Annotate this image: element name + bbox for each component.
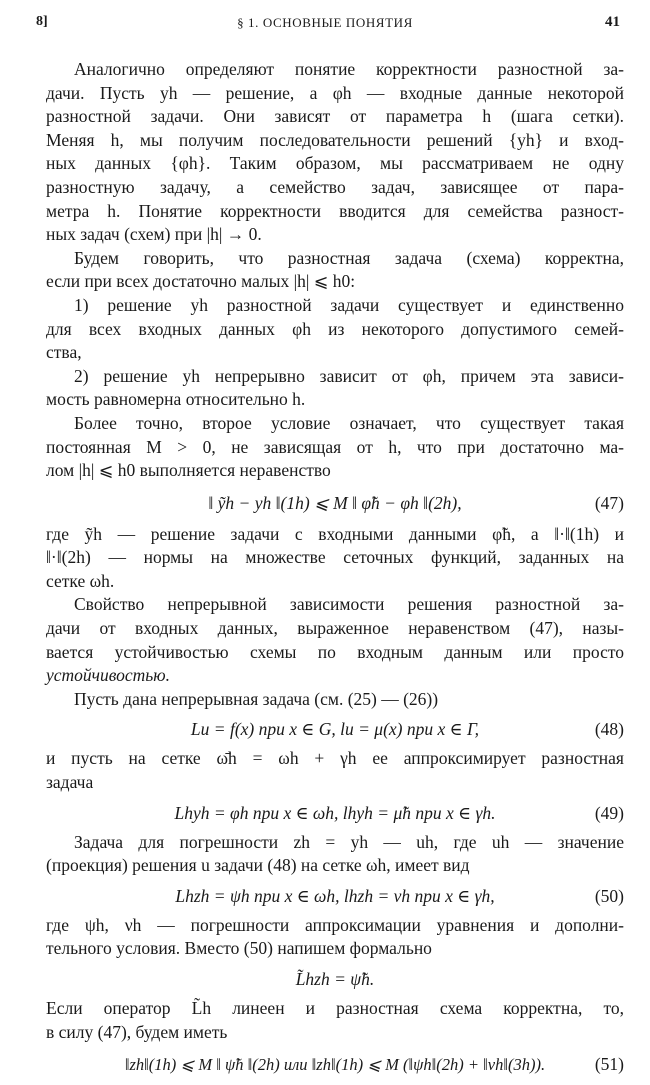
equation-formula: Lhyh = φh при x ∈ ωh, lhyh = μ̃h при x ∈ γh. xyxy=(174,802,496,823)
equation-formula: ‖ ỹh − yh ‖(1h) ⩽ M ‖ φ̃h − φh ‖(2h), xyxy=(208,492,462,513)
equation-formula: Lu = f(x) при x ∈ G, lu = μ(x) при x ∈ Γ, xyxy=(190,719,480,740)
text-line: устойчивостью. xyxy=(46,665,170,686)
running-header xyxy=(0,14,650,36)
equation-formal xyxy=(46,961,624,997)
text-line: разностной задачи. Они зависят от параметра h (шага сетки). xyxy=(46,106,624,127)
text-line: 2) решение yh непрерывно зависит от φh, причем эта зависи- xyxy=(74,365,624,386)
equation-formula: L̃hzh = ψ̃h. xyxy=(295,969,375,989)
text-line: задача xyxy=(46,772,94,793)
text-line: постоянная M > 0, не зависящая от h, что при достаточно ма- xyxy=(46,436,624,457)
text-line: вается устойчивостью схемы по входным данным или просто xyxy=(46,641,624,662)
page-number: 41 xyxy=(605,14,620,30)
text-line: ных данных {φh}. Таким образом, мы рассматриваем не одну xyxy=(46,153,624,174)
equation-47 xyxy=(46,483,624,523)
equation-number: (47) xyxy=(594,492,624,513)
page-body xyxy=(46,58,624,1084)
text-line: 1) решение yh разностной задачи существует и единственно xyxy=(74,294,624,315)
text-line: лом |h| ⩽ h0 выполняется неравенство xyxy=(46,460,331,481)
text-line: в силу (47), будем иметь xyxy=(46,1021,228,1042)
equation-51 xyxy=(46,1044,624,1084)
text-line: мость равномерна относительно h. xyxy=(46,389,306,410)
text-line: Пусть дана непрерывная задача (см. (25) — (26)) xyxy=(74,688,439,709)
header-section-title: § 1. ОСНОВНЫЕ ПОНЯТИЯ xyxy=(237,15,413,30)
equation-number: (50) xyxy=(594,885,624,906)
equation-formula: Lhzh = ψh при x ∈ ωh, lhzh = νh при x ∈ γh, xyxy=(175,885,495,906)
text-line: и пусть на сетке ω̄h = ωh + γh ее аппроксимирует разностная xyxy=(46,748,624,769)
equation-50 xyxy=(46,878,624,914)
text-line: для всех входных данных φh из некоторого допустимого семей- xyxy=(46,318,624,339)
text-line: разностную задачу, а семейство задач, зависящее от пара- xyxy=(46,176,624,197)
text-line: ‖·‖(2h) — нормы на множестве сеточных функций, заданных на xyxy=(46,547,624,568)
text-line: где ỹh — решение задачи с входными данными φ̃h, а ‖·‖(1h) и xyxy=(46,523,624,544)
equation-number: (49) xyxy=(594,802,624,823)
equation-number: (51) xyxy=(594,1054,624,1075)
text-line: (проекция) решения u задачи (48) на сетке ωh, имеет вид xyxy=(46,855,470,876)
equation-formula: ‖zh‖(1h) ⩽ M ‖ ψ̃h ‖(2h) или ‖zh‖(1h) ⩽ M (‖ψh‖(2h) + ‖νh‖(3h)). xyxy=(124,1055,546,1075)
text-line: дачи от входных данных, выраженное неравенством (47), назы- xyxy=(46,618,624,639)
text-line: сетке ωh. xyxy=(46,570,115,591)
equation-number: (48) xyxy=(594,719,624,740)
text-line: метра h. Понятие корректности вводится для семейства разност- xyxy=(46,200,624,221)
text-line: Если оператор L̃h линеен и разностная схема корректна, то, xyxy=(46,998,624,1018)
text-line: ства, xyxy=(46,342,82,363)
text-line: дачи. Пусть yh — решение, а φh — входные данные некоторой xyxy=(46,82,624,103)
text-line: Более точно, второе условие означает, что существует такая xyxy=(74,412,624,433)
text-line: Свойство непрерывной зависимости решения разностной за- xyxy=(74,594,624,615)
text-line: Задача для погрешности zh = yh — uh, где uh — значение xyxy=(74,831,624,852)
equation-49 xyxy=(46,795,624,831)
text-line: Аналогично определяют понятие корректности разностной за- xyxy=(74,59,624,79)
text-line: ных задач (схем) при |h| → 0. xyxy=(46,224,262,245)
equation-48 xyxy=(46,711,624,747)
text-line: Будем говорить, что разностная задача (схема) корректна, xyxy=(74,247,624,268)
header-left-mark: 8] xyxy=(36,14,48,29)
text-line: Меняя h, мы получим последовательности решений {yh} и вход- xyxy=(46,129,624,150)
text-line: если при всех достаточно малых |h| ⩽ h0: xyxy=(46,271,356,292)
text-line: где ψh, νh — погрешности аппроксимации уравнения и дополни- xyxy=(46,914,624,935)
text-line: тельного условия. Вместо (50) напишем формально xyxy=(46,938,432,959)
